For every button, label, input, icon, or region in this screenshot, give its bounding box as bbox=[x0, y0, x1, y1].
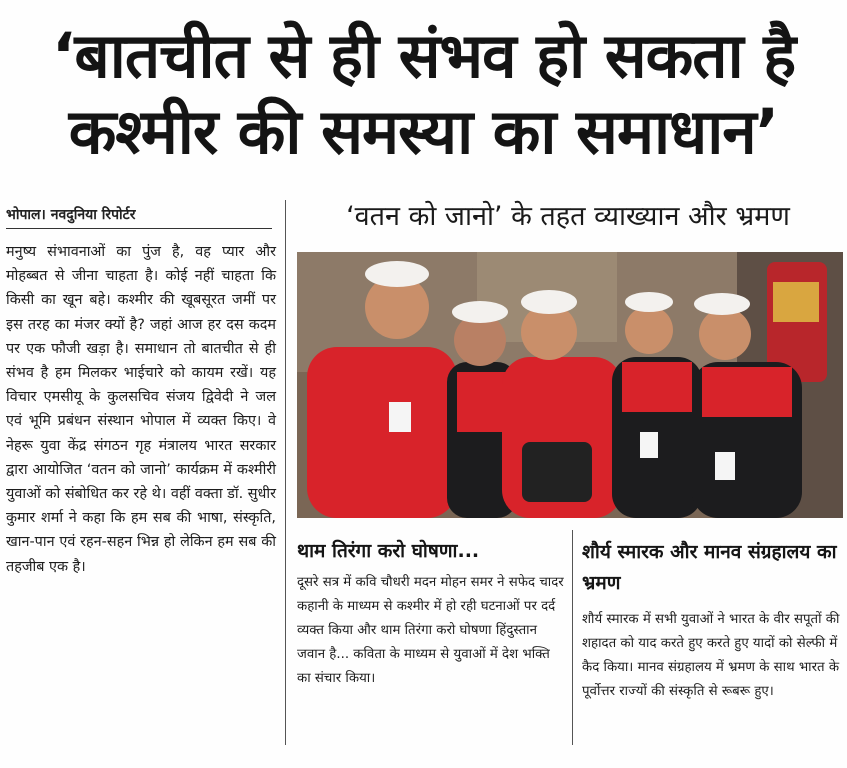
group-photo-illustration bbox=[297, 252, 843, 518]
subheadline: ‘वतन को जानो’ के तहत व्याख्यान और भ्रमण bbox=[346, 201, 790, 232]
headline-line-2: कश्मीर की समस्या का समाधान’ bbox=[68, 95, 779, 168]
section-3-heading: शौर्य स्मारक और मानव संग्रहालय का भ्रमण bbox=[582, 541, 837, 594]
group-photo bbox=[297, 252, 843, 518]
section-3-body: शौर्य स्मारक में सभी युवाओं ने भारत के वीर सपूतों की शहादत को याद करते हुए करते हुए यादों को सेल्फी में कैद किया। मानव संग्रहालय में भ्रमण के साथ भारत के पूर्वोत्तर राज्यों की संस्कृति से रूबरू हुए। bbox=[582, 612, 840, 699]
lead-article-text: मनुष्य संभावनाओं का पुंज है, वह प्यार और मोहब्बत से जीना चाहता है। कोई नहीं चाहता कि किसी का खून बहे। कश्मीर की खूबसूरत जमीं पर इस तरह का मंजर क्यों है? जहां आज हर दस कदम पर एक फौजी खड़ा है। समाधान तो बातचीत से ही संभव है हम मिलकर भाईचारे को कायम रखें। यह विचार एमसीयू के कुलसचिव संजय द्विवेदी ने जल एवं भूमि प्रबंधन संस्थान भोपाल में व्यक्त किए। वे नेहरू युवा केंद्र संगठन गृह मंत्रालय भारत सरकार द्वारा आयोजित ‘वतन को जानो’ कार्यक्रम में कश्मीरी युवाओं को संबोधित कर रहे थे। वहीं वक्ता डॉ. सुधीर कुमार शर्मा ने कहा कि हम सब की भाषा, संस्कृति, खान-पान एवं रहन-सहन भिन्न हो लेकिन हम सब की तहजीब एक है। bbox=[6, 244, 276, 575]
headline-line-1: ‘बातचीत से ही संभव हो सकता है bbox=[51, 19, 796, 92]
byline: भोपाल। नवदुनिया रिपोर्टर bbox=[6, 205, 272, 229]
column-divider-2 bbox=[572, 530, 573, 745]
section-2-heading: थाम तिरंगा करो घोषणा... bbox=[297, 540, 480, 562]
section-2-body: दूसरे सत्र में कवि चौधरी मदन मोहन समर ने सफेद चादर कहानी के माध्यम से कश्मीर में हो रही घटनाओं पर दर्द व्यक्त किया और थाम तिरंगा करो घोषणा हिंदुस्तान जवान है... कविता के माध्यम से युवाओं में देश भक्ति का संचार किया। bbox=[297, 575, 564, 686]
headline bbox=[0, 18, 847, 170]
column-divider bbox=[285, 200, 286, 745]
